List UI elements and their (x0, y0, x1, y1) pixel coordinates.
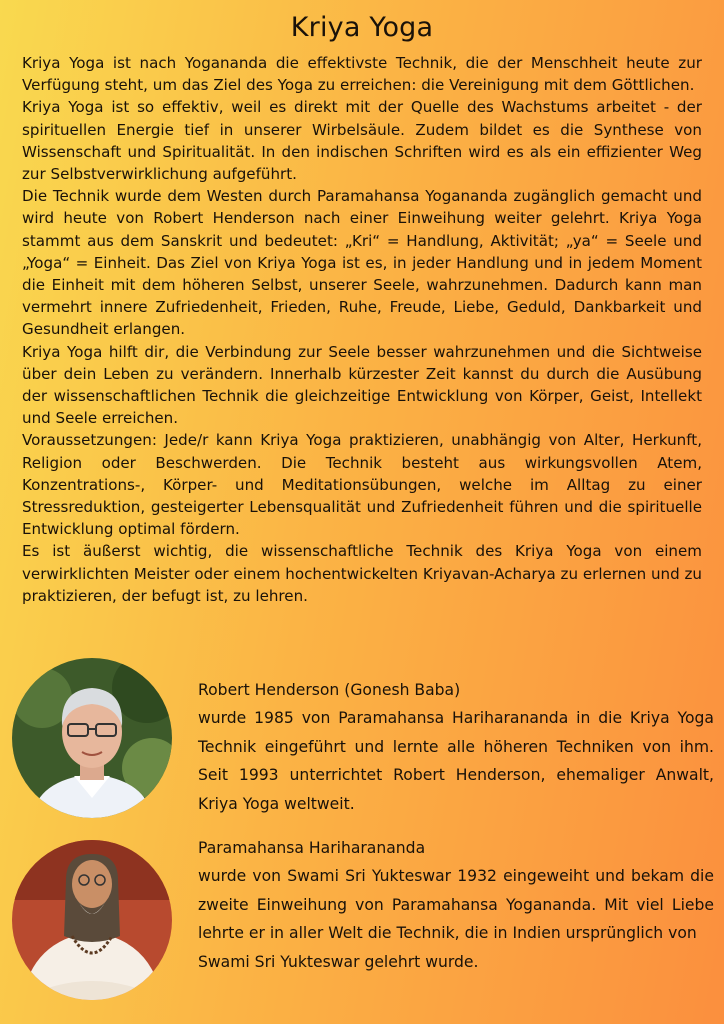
bio-name: Robert Henderson (Gonesh Baba) (198, 681, 461, 699)
bio-robert-henderson (198, 676, 714, 818)
bio-text-tail: Swami Sri Yukteswar gelehrt wurde. (198, 952, 479, 971)
intro-paragraph: Kriya Yoga ist so effektiv, weil es direkt mit der Quelle des Wachstums arbeitet - der spirituellen Energie tief in unserer Wirbelsäule. Zudem bildet es die Synthese von Wissenschaft und Spiritualität. In den indischen Schriften wird es als ein effizienter Weg zur Selbstverwirklichung aufgeführt. (22, 98, 702, 184)
bio-text: wurde von Swami Sri Yukteswar 1932 eingeweiht und bekam die zweite Einweihung von Paramahansa Yogananda. Mit viel Liebe lehrte er in aller Welt die Technik, die in Indien ursprünglich von (198, 867, 714, 943)
intro-paragraph: Kriya Yoga ist nach Yogananda die effektivste Technik, die der Menschheit heute zur Verfügung steht, um das Ziel des Yoga zu erreichen: die Vereinigung mit dem Göttlichen. (22, 54, 702, 95)
bio-text: wurde 1985 von Paramahansa Hariharananda in die Kriya Yoga Technik eingeführt und lernte alle höheren Techniken von ihm. Seit 1993 unterrichtet Robert Henderson, ehemaliger Anwalt, Kriya Yoga weltweit. (198, 709, 714, 813)
paramahansa-hariharananda-photo (12, 840, 172, 1000)
intro-paragraph: Voraussetzungen: Jede/r kann Kriya Yoga praktizieren, unabhängig von Alter, Herkunft, Religion oder Beschwerden. Die Technik besteht aus wirkungsvollen Atem, Konzentrations-, Körper- und Meditationsübungen, welche im Alltag zu einer Stressreduktion, gesteigerter Lebensqualität und Zufriedenheit führen und die spirituelle Entwicklung optimal fördern. (22, 431, 702, 539)
page-title: Kriya Yoga (290, 12, 434, 43)
intro-text (22, 52, 702, 607)
intro-paragraph: Kriya Yoga hilft dir, die Verbindung zur Seele besser wahrzunehmen und die Sichtweise über dein Leben zu verändern. Innerhalb kürzester Zeit kannst du durch die Ausübung der wissenschaftlichen Technik die gleichzeitige Entwicklung von Körper, Geist, Intellekt und Seele erreichen. (22, 342, 702, 428)
intro-paragraph: Die Technik wurde dem Westen durch Paramahansa Yogananda zugänglich gemacht und wird heute von Robert Henderson nach einer Einweihung weiter gelehrt. Kriya Yoga stammt aus dem Sanskrit und bedeutet: „Kri“ = Handlung, Aktivität; „ya“ = Seele und „Yoga“ = Einheit. Das Ziel von Kriya Yoga ist es, in jeder Handlung und in jedem Moment die Einheit mit dem höheren Selbst, unserer Seele, wahrzunehmen. Dadurch kann man vermehrt innere Zufriedenheit, Frieden, Ruhe, Freude, Liebe, Geduld, Dankbarkeit und Gesundheit erlangen. (22, 187, 702, 339)
bio-name: Paramahansa Hariharananda (198, 839, 426, 857)
intro-paragraph: Es ist äußerst wichtig, die wissenschaftliche Technik des Kriya Yoga von einem verwirklichten Meister oder einem hochentwickelten Kriyavan-Acharya zu erlernen und zu praktizieren, der befugt ist, zu lehren. (22, 542, 702, 605)
portrait-illustration (12, 840, 172, 1000)
portrait-illustration (12, 658, 172, 818)
bio-paramahansa-hariharananda (198, 834, 714, 976)
robert-henderson-photo (12, 658, 172, 818)
